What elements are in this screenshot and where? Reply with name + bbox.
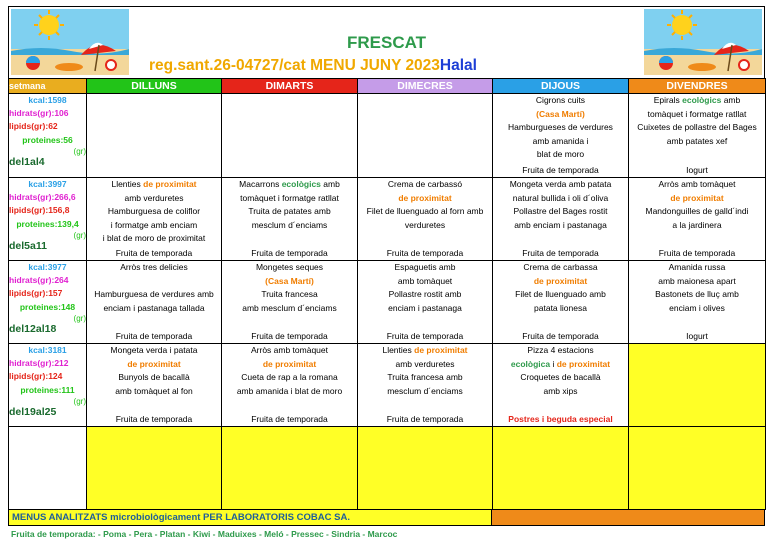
dessert-line: Fruita de temporada: [115, 414, 193, 424]
footer-bar: [8, 510, 765, 526]
proteines-value: proteines:139,4: [16, 218, 79, 229]
local-tag: de proximitat: [262, 358, 317, 369]
local-tag: de proximitat: [533, 275, 588, 286]
local-tag: de proximitat: [127, 358, 181, 369]
kcal-value: kcal:3181: [28, 345, 67, 355]
hidrats-value: hidrats(gr):266,6: [9, 192, 76, 203]
week-row: [9, 344, 766, 427]
week-nutrition: [9, 261, 87, 344]
header-dimecres: DIMECRES: [358, 79, 493, 94]
dish-line: Truita francesa amb: [387, 372, 463, 383]
dish-text: amb: [721, 95, 741, 105]
menu-cell-dimecres: [358, 344, 493, 427]
week-nutrition: [9, 344, 87, 427]
dish-line: tomàquet i formatge ratllat: [647, 108, 747, 119]
dish-line: enciam i pastanaga: [388, 302, 462, 313]
dish-line: patata lionesa: [534, 302, 587, 313]
menu-cell-divendres-empty: [629, 344, 766, 427]
dessert-line: Fruita de temporada: [386, 331, 464, 341]
week-row: [9, 94, 766, 178]
dish-line: Hamburgueses de verdures: [508, 122, 613, 133]
proteines-value: proteines:148: [19, 301, 76, 312]
week-range: del1al4: [9, 155, 45, 168]
menu-title: FRESCAT: [346, 33, 426, 52]
dish-text: Llenties: [382, 345, 415, 355]
menu-cell-dilluns: [87, 94, 222, 178]
dish-line: amb patates xef: [666, 135, 728, 146]
dish-line: Bunyols de bacallà: [118, 372, 190, 383]
header-divendres: DIVENDRES: [629, 79, 766, 94]
seasonal-fruits-note: Fruita de temporada: - Poma - Pera - Platan - Kiwi - Maduixes - Meló - Pressec - Sindria - Marcoc: [11, 529, 398, 539]
dish-line: amb mesclum d´enciams: [242, 302, 337, 313]
dessert-line: Fruita de temporada: [522, 331, 599, 341]
menu-cell-dilluns: [87, 344, 222, 427]
dessert-line: Fruita de temporada: [386, 414, 464, 424]
local-tag: de proximitat: [670, 192, 724, 203]
dish-line: Bastonets de lluç amb: [655, 289, 739, 300]
menu-subtitle: [149, 57, 477, 75]
dish-line: Pollastre rostit amb: [388, 289, 462, 300]
menu-cell-dijous: [493, 178, 629, 261]
kcal-value: kcal:3997: [28, 179, 67, 189]
dish-line: Croquetes de bacallà: [520, 372, 601, 383]
dish-line: Pollastre del Bages rostit: [513, 206, 608, 217]
dish-line: [87, 275, 221, 289]
dish-line: verduretes: [404, 219, 446, 230]
special-dessert-line: Postres i beguda especial: [508, 414, 613, 424]
menu-cell-dimecres: [358, 178, 493, 261]
header-dijous: DIJOUS: [493, 79, 629, 94]
grams-unit: (gr): [73, 313, 86, 323]
dish-line: Crema de carbassó: [387, 179, 463, 189]
menu-cell-empty: [222, 427, 358, 510]
dish-text: amb: [320, 179, 340, 189]
dessert-line: Fruita de temporada: [115, 331, 193, 341]
menu-header: [8, 6, 765, 78]
dish-text: i: [550, 358, 557, 369]
menu-cell-dimecres: [358, 94, 493, 178]
dish-line: Filet de lluenguado amb: [515, 289, 606, 300]
dish-line: i formatge amb enciam: [110, 219, 198, 230]
dessert-line: Fruita de temporada: [386, 248, 464, 258]
week-range: del5a11: [9, 239, 47, 252]
dish-line: mesclum d´enciams: [387, 385, 463, 396]
menu-cell-dijous: [493, 344, 629, 427]
dish-line: tomàquet i formatge ratllat: [240, 192, 339, 203]
dish-line: amb amanida i blat de moro: [236, 385, 343, 396]
dish-line: amb verduretes: [395, 358, 455, 369]
menu-sheet: [8, 6, 765, 539]
menu-cell-divendres: [629, 261, 766, 344]
lab-analysis-note: MENUS ANALITZATS microbiològicament PER LABORATORIS COBAC SA.: [8, 510, 492, 526]
dessert-line: Iogurt: [686, 165, 708, 175]
menu-cell-empty: [629, 427, 766, 510]
dish-line: a la jardinera: [672, 219, 722, 230]
kcal-value: kcal:3977: [28, 262, 67, 272]
menu-cell-dimarts: [222, 261, 358, 344]
week-row-empty: [9, 427, 766, 510]
dish-line: Cueta de rap a la romana: [241, 372, 338, 383]
dish-line: mesclum d´enciams: [251, 219, 328, 230]
dish-text: Llenties: [111, 179, 144, 189]
local-tag: de proximitat: [414, 345, 468, 355]
menu-cell-divendres: [629, 178, 766, 261]
dish-line: Amanida russa: [668, 262, 726, 272]
lipids-value: lipids(gr):157: [9, 288, 63, 299]
dessert-line: Fruita de temporada: [115, 248, 193, 258]
dish-line: Cigrons cuits: [535, 95, 586, 105]
dish-line: Arròs amb tomàquet: [250, 345, 328, 355]
proteines-value: proteines:111: [20, 384, 75, 395]
dish-line: amb xips: [543, 385, 578, 396]
hidrats-value: hidrats(gr):106: [9, 108, 69, 119]
dish-line: [493, 358, 628, 372]
dish-line: [629, 94, 765, 108]
dish-line: [358, 344, 492, 358]
week-row: [9, 261, 766, 344]
beach-illustration-right: [644, 9, 762, 75]
dish-line: Mongeta verda amb patata: [509, 179, 612, 189]
dish-line: Filet de lluenguado al forn amb: [366, 206, 484, 217]
dish-line: amb tomàquet al fon: [115, 385, 193, 396]
header-dimarts: DIMARTS: [222, 79, 358, 94]
dish-line: enciam i olives: [669, 302, 725, 313]
grams-unit: (gr): [73, 146, 86, 156]
dish-line: Mandonguilles de galld´indi: [645, 206, 749, 217]
menu-cell-dijous: [493, 261, 629, 344]
menu-cell-divendres: [629, 94, 766, 178]
day-header-row: [9, 79, 766, 94]
menu-cell-dilluns: [87, 261, 222, 344]
menu-cell-empty: [493, 427, 629, 510]
menu-table: [8, 78, 766, 510]
organic-tag: ecològics: [281, 179, 321, 189]
lipids-value: lipids(gr):156,8: [9, 205, 70, 216]
dessert-line: Fruita de temporada: [658, 248, 736, 258]
week-range: del19al25: [9, 405, 57, 418]
halal-label: Halal: [439, 57, 477, 74]
hidrats-value: hidrats(gr):212: [9, 358, 69, 369]
supplier-tag: (Casa Martí): [265, 275, 314, 286]
dish-line: Arròs amb tomàquet: [658, 179, 736, 189]
dish-line: amb verduretes: [124, 192, 184, 203]
hidrats-value: hidrats(gr):264: [9, 275, 69, 286]
dish-line: i blat de moro de proximitat: [102, 233, 206, 244]
week-nutrition: [9, 178, 87, 261]
menu-cell-empty: [358, 427, 493, 510]
dish-line: natural bullida i oli d´oliva: [512, 192, 609, 203]
header-setmana: setmana: [9, 79, 87, 94]
dessert-line: Fruita de temporada: [251, 248, 328, 258]
dish-line: Mongetes seques: [255, 262, 324, 272]
menu-cell-dimarts: [222, 178, 358, 261]
lipids-value: lipids(gr):62: [9, 121, 58, 132]
proteines-value: proteines:56: [22, 134, 73, 145]
dish-line: amb enciam i pastanaga: [514, 219, 607, 230]
dish-text: Macarrons: [239, 179, 282, 189]
menu-cell-dimarts: [222, 94, 358, 178]
dish-line: Hamburguesa de verdures amb: [94, 289, 214, 300]
dish-line: Pizza 4 estacions: [527, 345, 594, 355]
dish-line: Espaguetis amb: [394, 262, 456, 272]
dish-line: Cuixetes de pollastre del Bages: [637, 122, 757, 133]
lipids-value: lipids(gr):124: [9, 371, 63, 382]
dish-line: (Casa Martí): [536, 108, 585, 119]
kcal-value: kcal:1598: [28, 95, 67, 105]
week-nutrition-empty: [9, 427, 87, 510]
dish-line: enciam i pastanaga tallada: [103, 302, 205, 313]
local-tag: de proximitat: [556, 358, 611, 369]
dish-line: [222, 178, 357, 192]
organic-tag: ecològics: [682, 95, 722, 105]
dessert-line: Iogurt: [686, 331, 708, 341]
dish-line: Truita francesa: [261, 289, 318, 300]
dessert-line: Fruita de temporada: [251, 331, 328, 341]
header-dilluns: DILLUNS: [87, 79, 222, 94]
dessert-line: Fruita de temporada: [522, 165, 599, 175]
dish-line: Truita de patates amb: [248, 206, 331, 217]
dish-line: amb amanida i: [532, 135, 589, 146]
footer-orange-bar: [492, 510, 765, 526]
menu-cell-dijous: [493, 94, 629, 178]
dish-line: [87, 178, 221, 192]
menu-cell-dilluns: [87, 178, 222, 261]
dessert-line: Fruita de temporada: [522, 248, 599, 258]
dish-line: Mongeta verda i patata: [110, 345, 198, 355]
dish-line: amb maionesa apart: [658, 275, 736, 286]
organic-tag: ecològica: [510, 358, 551, 369]
grams-unit: (gr): [73, 396, 86, 406]
local-tag: de proximitat: [143, 179, 197, 189]
dish-text: Epirals: [653, 95, 683, 105]
menu-cell-dimecres: [358, 261, 493, 344]
dish-line: Arròs tres delicies: [120, 262, 188, 272]
week-nutrition: [9, 94, 87, 178]
dish-line: blat de moro: [536, 149, 585, 160]
dessert-line: Fruita de temporada: [251, 414, 328, 424]
grams-unit: (gr): [73, 230, 86, 240]
local-tag: de proximitat: [398, 192, 452, 203]
menu-cell-empty: [87, 427, 222, 510]
dish-line: amb tomàquet: [397, 275, 453, 286]
week-row: [9, 178, 766, 261]
menu-subtitle-main: reg.sant.26-04727/cat MENU JUNY 2023: [149, 57, 440, 74]
week-range: del12al18: [9, 322, 57, 335]
dish-line: Hamburguesa de coliflor: [107, 206, 201, 217]
dish-line: Crema de carbassa: [523, 262, 598, 272]
menu-cell-dimarts: [222, 344, 358, 427]
